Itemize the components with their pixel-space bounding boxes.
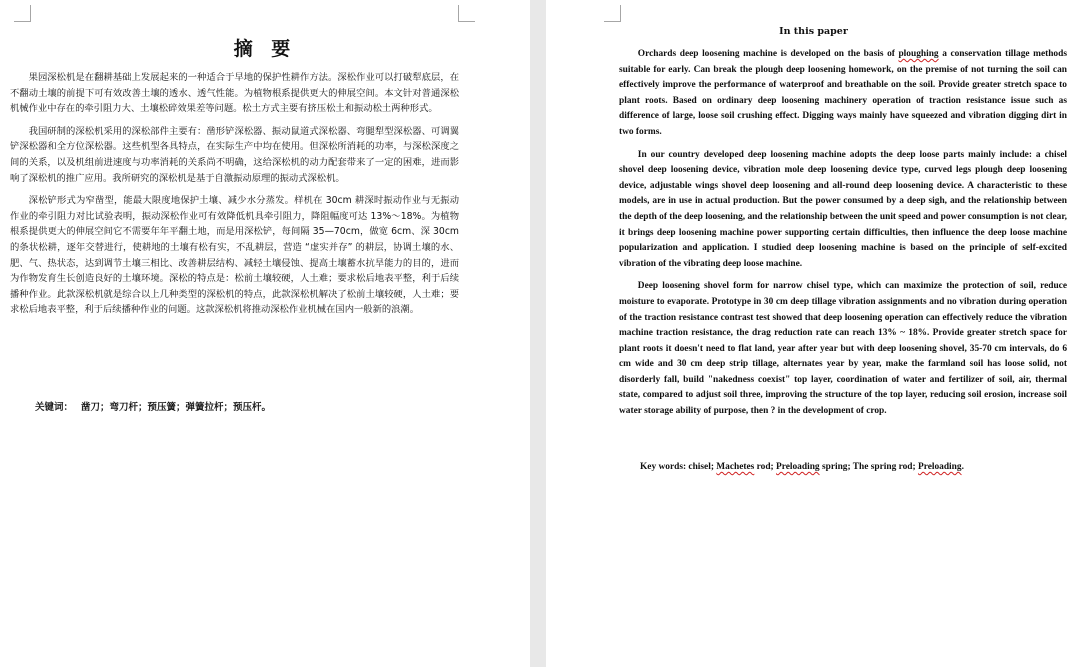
english-abstract-body[interactable] xyxy=(619,47,1067,427)
chinese-keywords-list: 凿刀；弯刀杆；预压簧；弹簧拉杆；预压杆。 xyxy=(81,402,272,413)
chinese-abstract-body[interactable] xyxy=(10,70,459,325)
english-abstract-title: In this paper xyxy=(779,26,848,37)
spellcheck-flagged-word[interactable]: Preloading xyxy=(776,462,820,472)
chinese-abstract-paragraph[interactable]: 我国研制的深松机采用的深松部件主要有：凿形铲深松器、振动鼠道式深松器、弯腿犁型深松器、可调翼铲深松器和全方位深松器。这些机型各具特点，在实际生产中均在使用。但深松所消耗的功率，与深松深度之间的关系，以及机组前进速度与功率消耗的关系尚不明确，这给深松机的动力配套带来了一定的困难，进而影响了深松机的推广应用。我所研究的深松机是基于自激振动原理的振动式深松机。 xyxy=(10,125,459,184)
paragraph-text: a conservation tillage methods suitable for early. Can break the plough deep loosening homework, on the premise of not turning the soil can effectively improve the performance of waterproof and breathable on the soil. Provide greater stretch space to plant roots. Based on ordinary deep loosening machinery operation of traction resistance issue such as difference of large, loose soil crushing effect. Digging ways mainly have squeezed and vibration digging dirt in two forms. xyxy=(619,49,1067,137)
chinese-abstract-paragraph[interactable]: 深松铲形式为窄凿型，能最大限度地保护土壤、减少水分蒸发。样机在 30cm 耕深时振动作业与无振动作业的牵引阻力对比试验表明，振动深松作业可有效降低机具牵引阻力，降阻幅度可达 13%～18%。为植物根系提供更大的伸展空间它不需要年年平翻土地，而是用深松铲，每间隔 35—70cm，做宽 6cm、深 30cm的条状松耕，逐年交替进行，使耕地的土壤有松有实，不乱耕层，营造 “虚实并存” 的耕层，协调土壤的水、肥、气、热状态，达到调节土壤三相比、改善耕层结构、减轻土壤侵蚀、提高土壤蓄水抗旱能力的目的，进而为作物发育生长创造良好的土壤环境。深松的特点是：松前土壤较硬，人土难；要求松后地表平整，利于后续播种作业。此款深松机就是综合以上几种类型的深松机的特点，此款深松机解决了松前土壤较硬，人土难；要求松后地表平整，利于后续播种作业的问题。这款深松机将推动深松作业机械在国内一般新的浪潮。 xyxy=(10,195,459,316)
document-page-left[interactable] xyxy=(0,0,530,667)
english-keywords-label: Key words: chisel; xyxy=(640,462,717,472)
keywords-text: rod; xyxy=(754,462,777,472)
keywords-text: . xyxy=(961,462,964,472)
document-page-right[interactable] xyxy=(546,0,1081,667)
spellcheck-flagged-word[interactable]: Machetes xyxy=(716,462,755,472)
english-abstract-paragraph[interactable]: Deep loosening shovel form for narrow chisel type, which can maximize the protection of soil, reduce moisture to evaporate. Prototype in 30 cm deep tillage vibration assignments and no vibration during operation of the traction resistance contrast test showed that deep loosening operation can effectively reduce the vibration machine traction resistance, the drag reduction rate can reach 13% ~ 18%. Provide greater stretch space for plant roots it doesn't need to flat land, year after year but with deep loosening shovel, 35-70 cm intervals, do 6 cm wide and 30 cm deep strip tillage, alternates year by year, make the farmland soil has loose solid, not disorderly fall, build "nakedness coexist" top layer, coordination of water and fertilizer of soil, air, thermal state, compared to adjust soil three, improving the structure of the top layer, reducing soil erosion, increase soil water storage ability of purpose, then ? in the development of crop. xyxy=(619,281,1067,417)
margin-corner-marker xyxy=(604,5,621,22)
spellcheck-flagged-word[interactable]: Preloading xyxy=(917,462,962,472)
margin-corner-marker xyxy=(458,5,475,22)
chinese-abstract-paragraph[interactable]: 果园深松机是在翻耕基础上发展起来的一种适合于早地的保护性耕作方法。深松作业可以打破犁底层，在不翻动土壤的前提下可有效改善土壤的透水、透气性能。为植物根系提供更大的伸展空间。本文针对普通深松机械作业中存在的牵引阻力大、土壤松碎效果差等问题。松土方式主要有挤压松土和振动松土两种形式。 xyxy=(10,72,459,115)
english-abstract-paragraph[interactable]: In our country developed deep loosening machine adopts the deep loose parts mainly include: a chisel shovel deep loosening device, vibration mole deep loosening device type, curved legs plough deep loosening device, adjustable wings shovel deep loosening and all-round deep loosening device. A characteristic to these models, are in use in actual production. But the power consumed by a deep sigh, and the relationship between the depth of the deep loosening, and the relationship between the unit speed and power consumption is not clear, it brings deep loosening machine power supporting certain difficulties, then influence the deep loose machine popularization and application. I studied deep loosening machine is based on the principle of self-excited vibration of the vibrating deep loose machine. xyxy=(619,149,1067,269)
margin-corner-marker xyxy=(14,5,31,22)
chinese-abstract-title: 摘 要 xyxy=(233,38,297,60)
chinese-keywords[interactable] xyxy=(35,399,455,413)
spellcheck-flagged-word[interactable]: ploughing xyxy=(898,49,939,59)
paragraph-text: Orchards deep loosening machine is developed on the basis of xyxy=(637,49,899,59)
chinese-keywords-label: 关键词： xyxy=(35,402,74,413)
keywords-text: spring; The spring rod; xyxy=(819,462,918,472)
english-keywords[interactable] xyxy=(640,462,1070,472)
english-abstract-paragraph[interactable] xyxy=(619,47,1067,141)
